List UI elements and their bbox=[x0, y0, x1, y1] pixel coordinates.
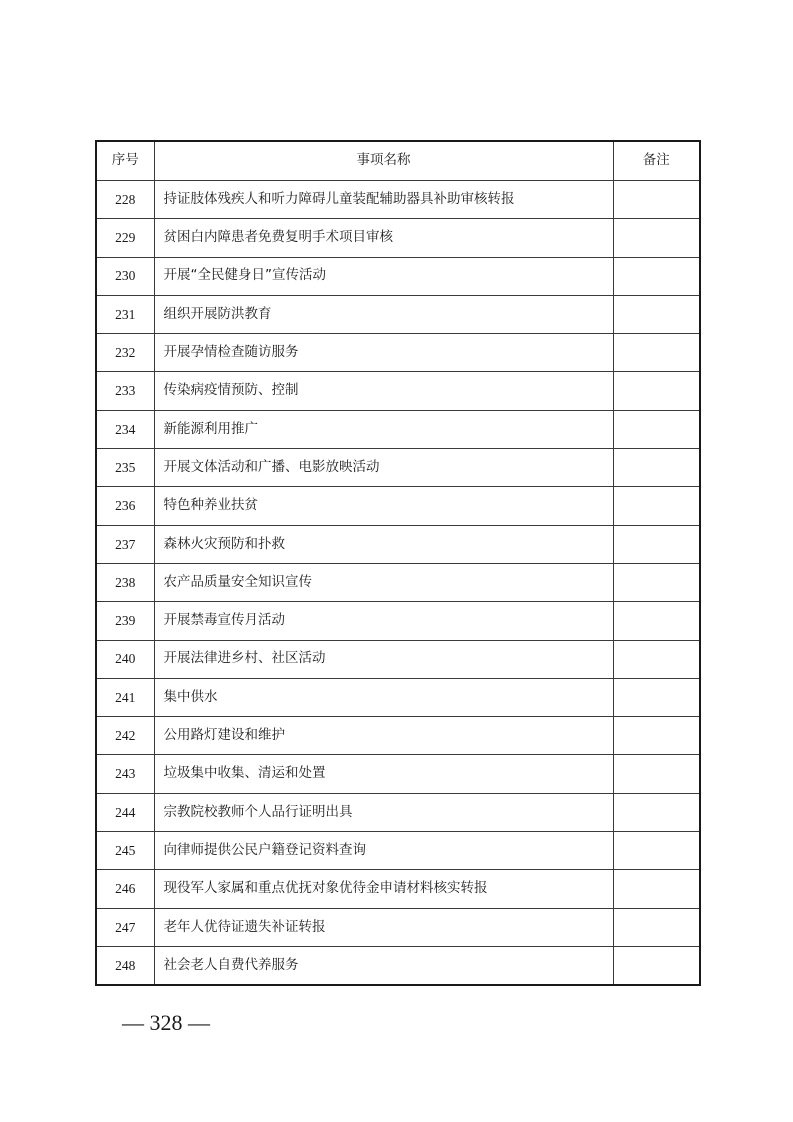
table-row bbox=[96, 563, 700, 601]
row-remarks bbox=[613, 793, 700, 831]
row-remarks bbox=[613, 487, 700, 525]
row-remarks bbox=[613, 678, 700, 716]
row-serial-number: 231 bbox=[96, 295, 154, 333]
row-serial-number: 229 bbox=[96, 219, 154, 257]
table-row bbox=[96, 257, 700, 295]
items-table bbox=[95, 140, 701, 986]
row-item-name: 持证肢体残疾人和听力障碍儿童装配辅助器具补助审核转报 bbox=[154, 181, 613, 219]
row-item-name: 农产品质量安全知识宣传 bbox=[154, 563, 613, 601]
row-serial-number: 239 bbox=[96, 602, 154, 640]
row-item-name: 组织开展防洪教育 bbox=[154, 295, 613, 333]
table-row bbox=[96, 602, 700, 640]
row-remarks bbox=[613, 755, 700, 793]
table-row bbox=[96, 181, 700, 219]
row-remarks bbox=[613, 219, 700, 257]
row-remarks bbox=[613, 257, 700, 295]
row-serial-number: 233 bbox=[96, 372, 154, 410]
table-body bbox=[96, 181, 700, 986]
row-item-name: 向律师提供公民户籍登记资料查询 bbox=[154, 832, 613, 870]
row-serial-number: 236 bbox=[96, 487, 154, 525]
row-remarks bbox=[613, 640, 700, 678]
row-item-name: 集中供水 bbox=[154, 678, 613, 716]
row-serial-number: 243 bbox=[96, 755, 154, 793]
row-serial-number: 247 bbox=[96, 908, 154, 946]
row-serial-number: 240 bbox=[96, 640, 154, 678]
table-row bbox=[96, 832, 700, 870]
header-remarks: 备注 bbox=[613, 141, 700, 181]
header-item-name: 事项名称 bbox=[154, 141, 613, 181]
row-item-name: 贫困白内障患者免费复明手术项目审核 bbox=[154, 219, 613, 257]
row-item-name: 森林火灾预防和扑救 bbox=[154, 525, 613, 563]
row-item-name: 新能源利用推广 bbox=[154, 410, 613, 448]
row-item-name: 开展孕情检查随访服务 bbox=[154, 334, 613, 372]
row-remarks bbox=[613, 832, 700, 870]
row-remarks bbox=[613, 410, 700, 448]
row-item-name: 开展文体活动和广播、电影放映活动 bbox=[154, 449, 613, 487]
row-serial-number: 228 bbox=[96, 181, 154, 219]
row-serial-number: 241 bbox=[96, 678, 154, 716]
table-row bbox=[96, 449, 700, 487]
row-remarks bbox=[613, 525, 700, 563]
header-row bbox=[96, 141, 700, 181]
table-row bbox=[96, 219, 700, 257]
items-table-container bbox=[95, 140, 699, 986]
row-item-name: 开展法律进乡村、社区活动 bbox=[154, 640, 613, 678]
row-remarks bbox=[613, 602, 700, 640]
row-serial-number: 248 bbox=[96, 946, 154, 985]
row-serial-number: 230 bbox=[96, 257, 154, 295]
row-serial-number: 246 bbox=[96, 870, 154, 908]
row-item-name: 宗教院校教师个人品行证明出具 bbox=[154, 793, 613, 831]
table-row bbox=[96, 640, 700, 678]
row-serial-number: 244 bbox=[96, 793, 154, 831]
table-row bbox=[96, 295, 700, 333]
table-row bbox=[96, 525, 700, 563]
row-remarks bbox=[613, 295, 700, 333]
row-item-name: 公用路灯建设和维护 bbox=[154, 717, 613, 755]
row-serial-number: 234 bbox=[96, 410, 154, 448]
table-row bbox=[96, 678, 700, 716]
row-item-name: 传染病疫情预防、控制 bbox=[154, 372, 613, 410]
table-row bbox=[96, 717, 700, 755]
row-item-name: 老年人优待证遗失补证转报 bbox=[154, 908, 613, 946]
row-remarks bbox=[613, 563, 700, 601]
table-row bbox=[96, 410, 700, 448]
table-row bbox=[96, 487, 700, 525]
table-row bbox=[96, 870, 700, 908]
row-serial-number: 245 bbox=[96, 832, 154, 870]
row-remarks bbox=[613, 181, 700, 219]
row-item-name: 特色种养业扶贫 bbox=[154, 487, 613, 525]
row-serial-number: 235 bbox=[96, 449, 154, 487]
row-serial-number: 237 bbox=[96, 525, 154, 563]
row-item-name: 现役军人家属和重点优抚对象优待金申请材料核实转报 bbox=[154, 870, 613, 908]
page-number: — 328 — bbox=[122, 1010, 210, 1035]
table-row bbox=[96, 334, 700, 372]
header-serial-number: 序号 bbox=[96, 141, 154, 181]
row-remarks bbox=[613, 717, 700, 755]
row-remarks bbox=[613, 908, 700, 946]
row-item-name: 垃圾集中收集、清运和处置 bbox=[154, 755, 613, 793]
table-header bbox=[96, 141, 700, 181]
row-remarks bbox=[613, 372, 700, 410]
row-remarks bbox=[613, 449, 700, 487]
table-row bbox=[96, 372, 700, 410]
row-serial-number: 242 bbox=[96, 717, 154, 755]
table-row bbox=[96, 755, 700, 793]
row-remarks bbox=[613, 870, 700, 908]
table-row bbox=[96, 908, 700, 946]
row-item-name: 开展“全民健身日”宣传活动 bbox=[154, 257, 613, 295]
row-serial-number: 232 bbox=[96, 334, 154, 372]
table-row bbox=[96, 946, 700, 985]
row-item-name: 开展禁毒宣传月活动 bbox=[154, 602, 613, 640]
row-remarks bbox=[613, 334, 700, 372]
row-remarks bbox=[613, 946, 700, 985]
row-serial-number: 238 bbox=[96, 563, 154, 601]
row-item-name: 社会老人自费代养服务 bbox=[154, 946, 613, 985]
table-row bbox=[96, 793, 700, 831]
